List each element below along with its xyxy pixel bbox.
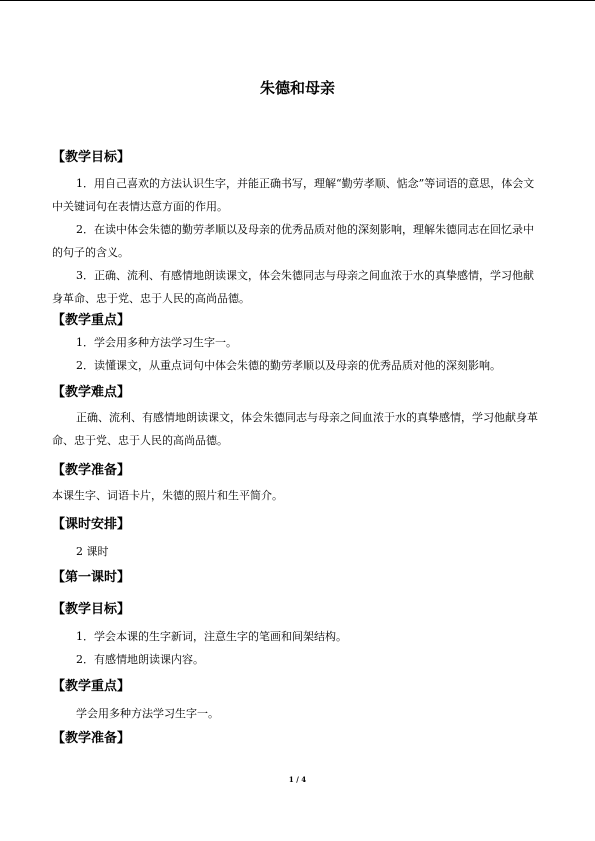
- difficulties-text: 正确、流利、有感情地朗读课文，体会朱德同志与母亲之间血浓于水的真挚感情，学习他献身革命、忠于党、忠于人民的高尚品德。: [52, 411, 538, 447]
- heading-first-lesson: 【第一课时】: [52, 570, 131, 585]
- heading-lesson-preparation: 【教学准备】: [52, 731, 131, 746]
- key-point-item-1: 1．学会用多种方法学习生字一。: [76, 336, 237, 349]
- goal-item-2: 2．在读中体会朱德的勤劳孝顺以及母亲的优秀品质对他的深刻影响，理解朱德同志在回忆录中的句子的含义。: [52, 223, 534, 259]
- preparation-text: 本课生字、词语卡片，朱德的照片和生平简介。: [52, 489, 283, 502]
- goal-item-1: 1．用自己喜欢的方法认识生字，并能正确书写，理解“勤劳孝顺、惦念”等词语的意思，体会文中关键词句在表情达意方面的作用。: [52, 177, 535, 213]
- lesson-goal-item-2: 2．有感情地朗读课内容。: [76, 653, 204, 666]
- top-border-line: [0, 0, 595, 1]
- heading-preparation: 【教学准备】: [52, 463, 131, 478]
- goal-item-3: 3．正确、流利、有感情地朗读课文，体会朱德同志与母亲之间血浓于水的真挚感情，学习他献身革命、忠于党、忠于人民的高尚品德。: [52, 269, 534, 305]
- key-point-item-2: 2．读懂课文，从重点词句中体会朱德的勤劳孝顺以及母亲的优秀品质对他的深刻影响。: [76, 359, 501, 372]
- page-number: 1 / 4: [288, 775, 307, 784]
- heading-schedule: 【课时安排】: [52, 517, 131, 532]
- document-title: 朱德和母亲: [259, 79, 335, 97]
- heading-key-points: 【教学重点】: [52, 313, 131, 328]
- heading-lesson-goals: 【教学目标】: [52, 602, 131, 617]
- lesson-goal-item-1: 1．学会本课的生字新词，注意生字的笔画和间架结构。: [76, 630, 347, 643]
- heading-difficulties: 【教学难点】: [52, 385, 131, 400]
- heading-lesson-key-points: 【教学重点】: [52, 679, 131, 694]
- lesson-key-point-text: 学会用多种方法学习生字一。: [76, 707, 219, 720]
- schedule-text: 2 课时: [76, 545, 109, 558]
- heading-teaching-goals: 【教学目标】: [52, 150, 131, 165]
